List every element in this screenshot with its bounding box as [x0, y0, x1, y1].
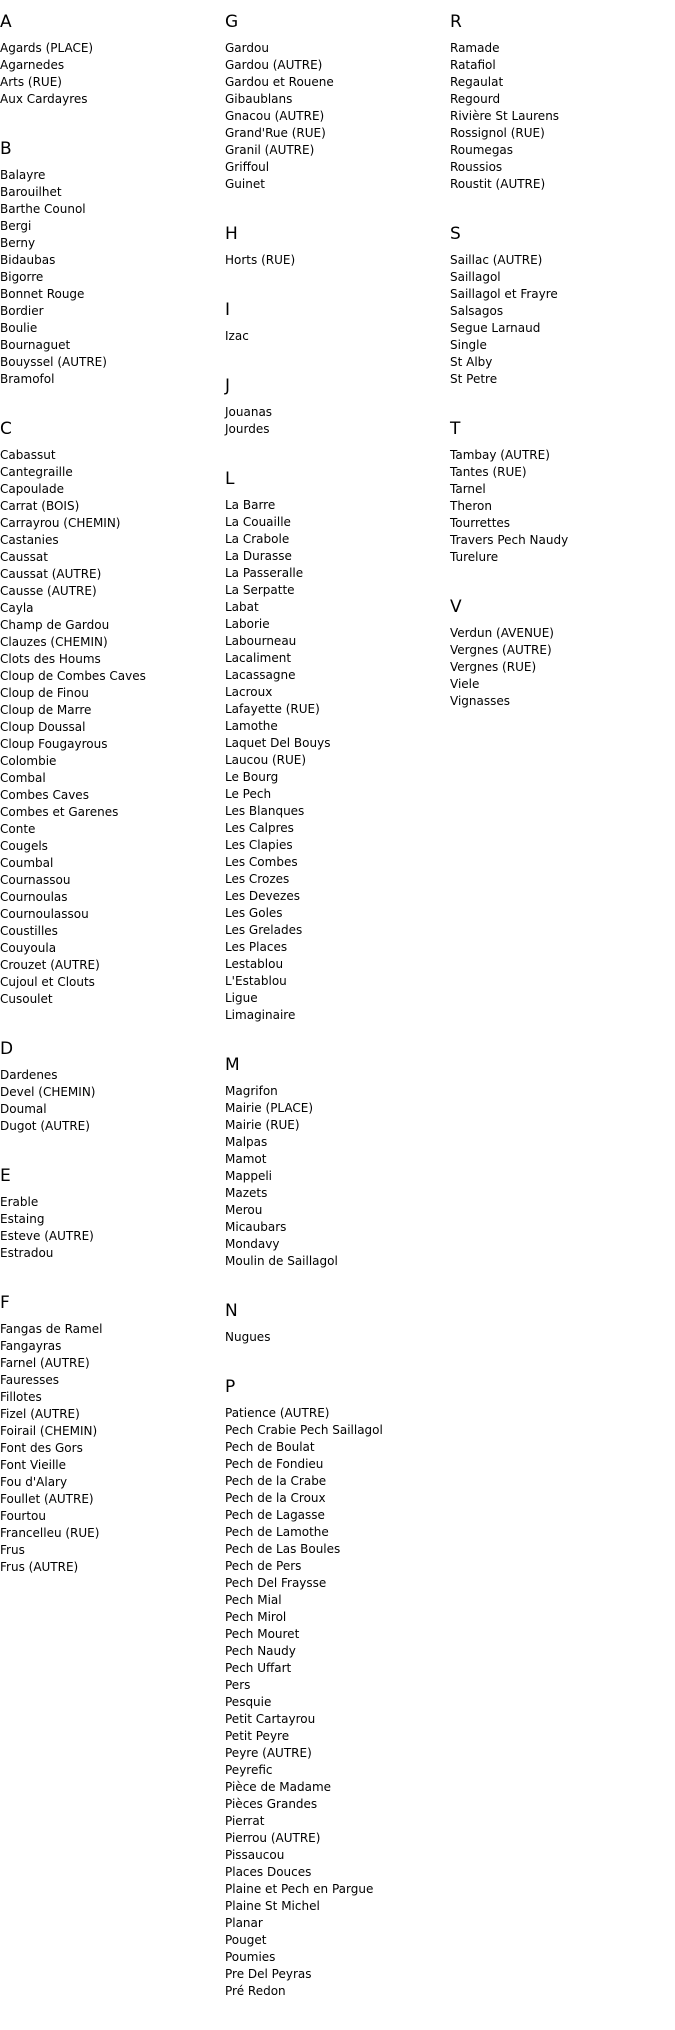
street-link[interactable]: Gardou et Rouene	[225, 75, 334, 89]
letter-heading: E	[0, 1166, 11, 1186]
letter-heading: I	[225, 300, 231, 320]
street-link[interactable]: Castanies	[0, 533, 59, 547]
street-link[interactable]: Les Grelades	[225, 923, 303, 937]
letter-group-n	[225, 1300, 445, 1346]
street-list	[450, 447, 670, 566]
street-link[interactable]: Les Combes	[225, 855, 298, 869]
street-link[interactable]: Mappeli	[225, 1169, 272, 1183]
street-link[interactable]: Limaginaire	[225, 1008, 296, 1022]
letter-group-p	[225, 1376, 445, 2000]
street-link[interactable]: Pré Redon	[225, 1984, 286, 1998]
street-link[interactable]: Peyre (AUTRE)	[225, 1746, 312, 1760]
letter-group-v	[450, 596, 670, 710]
street-list	[0, 1321, 220, 1576]
street-link[interactable]: Places Douces	[225, 1865, 312, 1879]
street-link[interactable]: La Serpatte	[225, 583, 295, 597]
street-link[interactable]: Bergi	[0, 219, 32, 233]
street-link[interactable]: Couyoula	[0, 941, 57, 955]
street-link[interactable]: Viele	[450, 677, 480, 691]
street-link[interactable]: Cusoulet	[0, 992, 53, 1006]
street-link[interactable]: La Crabole	[225, 532, 290, 546]
street-list	[225, 497, 445, 1024]
street-link[interactable]: Fauresses	[0, 1373, 59, 1387]
street-link[interactable]: Mondavy	[225, 1237, 280, 1251]
index-column-2	[225, 11, 445, 2030]
letter-group-m	[225, 1054, 445, 1270]
street-link[interactable]: Pech de la Crabe	[225, 1474, 327, 1488]
street-link[interactable]: Tambay (AUTRE)	[450, 448, 550, 462]
street-link[interactable]: Petit Cartayrou	[225, 1712, 316, 1726]
street-link[interactable]: Regourd	[450, 92, 501, 106]
street-link[interactable]: Lestablou	[225, 957, 284, 971]
street-link[interactable]: Les Devezes	[225, 889, 300, 903]
street-link[interactable]: Pech de Pers	[225, 1559, 302, 1573]
street-link[interactable]: Cloup de Finou	[0, 686, 89, 700]
street-link[interactable]: Les Calpres	[225, 821, 294, 835]
street-link[interactable]: Lafayette (RUE)	[225, 702, 320, 716]
street-list	[225, 1083, 445, 1270]
street-link[interactable]: Les Crozes	[225, 872, 290, 886]
street-link[interactable]: Verdun (AVENUE)	[450, 626, 554, 640]
street-link[interactable]: Pierrou (AUTRE)	[225, 1831, 321, 1845]
street-link[interactable]: Rivière St Laurens	[450, 109, 560, 123]
street-link[interactable]: Lacaliment	[225, 651, 292, 665]
street-link[interactable]: Fangayras	[0, 1339, 62, 1353]
street-link[interactable]: Les Blanques	[225, 804, 305, 818]
street-link[interactable]: Dugot (AUTRE)	[0, 1119, 90, 1133]
street-link[interactable]: Roustit (AUTRE)	[450, 177, 546, 191]
street-link[interactable]: Bordier	[0, 304, 44, 318]
street-link[interactable]: Pesquie	[225, 1695, 272, 1709]
street-link[interactable]: Petit Peyre	[225, 1729, 290, 1743]
letter-heading: P	[225, 1377, 236, 1397]
street-link[interactable]: Causse (AUTRE)	[0, 584, 97, 598]
street-link[interactable]: Foullet (AUTRE)	[0, 1492, 94, 1506]
street-link[interactable]: Les Goles	[225, 906, 283, 920]
street-link[interactable]: Guinet	[225, 177, 265, 191]
street-link[interactable]: Bidaubas	[0, 253, 56, 267]
street-link[interactable]: Plaine et Pech en Pargue	[225, 1882, 374, 1896]
street-link[interactable]: Bouyssel (AUTRE)	[0, 355, 107, 369]
street-link[interactable]: Ratafiol	[450, 58, 496, 72]
street-link[interactable]: Jouanas	[225, 405, 273, 419]
street-link[interactable]: Cournoulas	[0, 890, 68, 904]
street-link[interactable]: Clauzes (CHEMIN)	[0, 635, 108, 649]
index-column-3	[450, 11, 670, 740]
street-list	[225, 1405, 445, 2000]
street-link[interactable]: Malpas	[225, 1135, 268, 1149]
street-link[interactable]: Pouget	[225, 1933, 267, 1947]
street-link[interactable]: Francelleu (RUE)	[0, 1526, 100, 1540]
street-link[interactable]: Fillotes	[0, 1390, 42, 1404]
street-link[interactable]: Vignasses	[450, 694, 510, 708]
street-link[interactable]: Carrayrou (CHEMIN)	[0, 516, 121, 530]
street-link[interactable]: Dardenes	[0, 1068, 58, 1082]
street-link[interactable]: Cantegraille	[0, 465, 73, 479]
street-link[interactable]: Pech de Lamothe	[225, 1525, 329, 1539]
letter-heading: F	[0, 1293, 10, 1313]
street-link[interactable]: La Passeralle	[225, 566, 304, 580]
street-link[interactable]: Cujoul et Clouts	[0, 975, 95, 989]
street-link[interactable]: Tantes (RUE)	[450, 465, 527, 479]
street-list	[450, 40, 670, 193]
street-link[interactable]: Fangas de Ramel	[0, 1322, 103, 1336]
street-link[interactable]: Turelure	[450, 550, 499, 564]
letter-heading: A	[0, 12, 12, 32]
street-link[interactable]: Coustilles	[0, 924, 58, 938]
street-link[interactable]: Combes Caves	[0, 788, 89, 802]
street-link[interactable]: Laquet Del Bouys	[225, 736, 331, 750]
street-link[interactable]: Mamot	[225, 1152, 267, 1166]
street-link[interactable]: Pech de Boulat	[225, 1440, 315, 1454]
letter-heading: T	[450, 419, 461, 439]
street-link[interactable]: Le Pech	[225, 787, 272, 801]
street-link[interactable]: Single	[450, 338, 487, 352]
street-link[interactable]: Esteve (AUTRE)	[0, 1229, 94, 1243]
letter-heading: B	[0, 139, 12, 159]
street-link[interactable]: L'Establou	[225, 974, 287, 988]
street-list	[450, 252, 670, 388]
street-link[interactable]: Tarnel	[450, 482, 486, 496]
street-list	[0, 40, 220, 108]
street-link[interactable]: Pers	[225, 1678, 251, 1692]
street-link[interactable]: Pech Crabie Pech Saillagol	[225, 1423, 383, 1437]
street-link[interactable]: Pech Mial	[225, 1593, 282, 1607]
letter-heading: N	[225, 1301, 238, 1321]
street-link[interactable]: Fou d'Alary	[0, 1475, 68, 1489]
street-link[interactable]: Cloup de Marre	[0, 703, 92, 717]
street-link[interactable]: Magrifon	[225, 1084, 278, 1098]
street-link[interactable]: La Durasse	[225, 549, 292, 563]
street-link[interactable]: Champ de Gardou	[0, 618, 110, 632]
letter-heading: L	[225, 469, 235, 489]
street-link[interactable]: Doumal	[0, 1102, 47, 1116]
street-link[interactable]: Pech de Las Boules	[225, 1542, 341, 1556]
street-link[interactable]: Pierrat	[225, 1814, 265, 1828]
street-link[interactable]: Grand'Rue (RUE)	[225, 126, 326, 140]
street-list	[450, 625, 670, 710]
street-link[interactable]: Caussat	[0, 550, 48, 564]
street-link[interactable]: St Alby	[450, 355, 493, 369]
street-link[interactable]: Erable	[0, 1195, 39, 1209]
street-link[interactable]: Pech Mouret	[225, 1627, 300, 1641]
street-link[interactable]: Bigorre	[0, 270, 44, 284]
street-link[interactable]: Cloup Doussal	[0, 720, 86, 734]
street-link[interactable]: Plaine St Michel	[225, 1899, 320, 1913]
street-link[interactable]: Cloup de Combes Caves	[0, 669, 146, 683]
letter-heading: S	[450, 224, 461, 244]
street-link[interactable]: Ramade	[450, 41, 500, 55]
street-link[interactable]: Carrat (BOIS)	[0, 499, 80, 513]
street-link[interactable]: Saillagol	[450, 270, 501, 284]
street-link[interactable]: Cournoulassou	[0, 907, 89, 921]
street-link[interactable]: Pech Del Fraysse	[225, 1576, 327, 1590]
index-column-1	[0, 11, 220, 1606]
street-link[interactable]: Estaing	[0, 1212, 45, 1226]
street-link[interactable]: Salsagos	[450, 304, 504, 318]
street-link[interactable]: Agards (PLACE)	[0, 41, 94, 55]
street-link[interactable]: Moulin de Saillagol	[225, 1254, 338, 1268]
street-link[interactable]: Crouzet (AUTRE)	[0, 958, 100, 972]
street-link[interactable]: Balayre	[0, 168, 46, 182]
street-link[interactable]: Vergnes (AUTRE)	[450, 643, 552, 657]
street-link[interactable]: Farnel (AUTRE)	[0, 1356, 90, 1370]
street-link[interactable]: Fourtou	[0, 1509, 47, 1523]
street-link[interactable]: Pissaucou	[225, 1848, 285, 1862]
street-link[interactable]: Pech de Lagasse	[225, 1508, 325, 1522]
street-link[interactable]: Rossignol (RUE)	[450, 126, 545, 140]
letter-group-t	[450, 418, 670, 566]
letter-heading: J	[225, 376, 231, 396]
street-link[interactable]: Regaulat	[450, 75, 504, 89]
letter-group-e	[0, 1165, 220, 1262]
street-link[interactable]: Granil (AUTRE)	[225, 143, 315, 157]
street-link[interactable]: Font Vieille	[0, 1458, 66, 1472]
street-link[interactable]: Roussios	[450, 160, 503, 174]
letter-group-h	[225, 223, 445, 269]
street-link[interactable]: Patience (AUTRE)	[225, 1406, 330, 1420]
street-link[interactable]: Poumies	[225, 1950, 276, 1964]
street-link[interactable]: Berny	[0, 236, 36, 250]
street-link[interactable]: Gardou (AUTRE)	[225, 58, 323, 72]
street-link[interactable]: Micaubars	[225, 1220, 287, 1234]
street-link[interactable]: Gibaublans	[225, 92, 293, 106]
street-list	[0, 167, 220, 388]
street-link[interactable]: La Couaille	[225, 515, 291, 529]
street-link[interactable]: Labat	[225, 600, 259, 614]
street-link[interactable]: Colombie	[0, 754, 57, 768]
street-link[interactable]: Pech de la Croux	[225, 1491, 326, 1505]
street-link[interactable]: Foirail (CHEMIN)	[0, 1424, 98, 1438]
street-link[interactable]: Conte	[0, 822, 36, 836]
street-list	[0, 1194, 220, 1262]
street-link[interactable]: Estradou	[0, 1246, 54, 1260]
street-link[interactable]: Mazets	[225, 1186, 268, 1200]
street-link[interactable]: Pech de Fondieu	[225, 1457, 324, 1471]
street-link[interactable]: Ligue	[225, 991, 258, 1005]
letter-group-b	[0, 138, 220, 388]
street-link[interactable]: Pre Del Peyras	[225, 1967, 312, 1981]
letter-group-a	[0, 11, 220, 108]
street-link[interactable]: Combal	[0, 771, 46, 785]
letter-heading: C	[0, 419, 12, 439]
street-link[interactable]: Coumbal	[0, 856, 54, 870]
street-link[interactable]: Laucou (RUE)	[225, 753, 307, 767]
street-link[interactable]: Mairie (PLACE)	[225, 1101, 314, 1115]
street-link[interactable]: Izac	[225, 329, 249, 343]
street-list	[0, 447, 220, 1008]
street-link[interactable]: Les Clapies	[225, 838, 293, 852]
street-link[interactable]: Griffoul	[225, 160, 270, 174]
street-list	[225, 1329, 445, 1346]
street-link[interactable]: Lacroux	[225, 685, 273, 699]
street-link[interactable]: Horts (RUE)	[225, 253, 296, 267]
street-link[interactable]: Barouilhet	[0, 185, 62, 199]
street-link[interactable]: Roumegas	[450, 143, 514, 157]
street-link[interactable]: Barthe Counol	[0, 202, 86, 216]
street-link[interactable]: Labourneau	[225, 634, 297, 648]
street-link[interactable]: Lamothe	[225, 719, 278, 733]
street-link[interactable]: Agarnedes	[0, 58, 65, 72]
street-link[interactable]: Segue Larnaud	[450, 321, 541, 335]
street-link[interactable]: Devel (CHEMIN)	[0, 1085, 96, 1099]
street-link[interactable]: Peyrefic	[225, 1763, 273, 1777]
letter-group-r	[450, 11, 670, 193]
street-link[interactable]: Aux Cardayres	[0, 92, 88, 106]
street-link[interactable]: Travers Pech Naudy	[450, 533, 569, 547]
street-link[interactable]: Pièce de Madame	[225, 1780, 332, 1794]
street-link[interactable]: Mairie (RUE)	[225, 1118, 300, 1132]
street-link[interactable]: Frus (AUTRE)	[0, 1560, 79, 1574]
street-link[interactable]: Pech Naudy	[225, 1644, 296, 1658]
street-link[interactable]: Frus	[0, 1543, 25, 1557]
street-link[interactable]: Cayla	[0, 601, 34, 615]
street-link[interactable]: Lacassagne	[225, 668, 296, 682]
street-list	[0, 1067, 220, 1135]
street-link[interactable]: Cournassou	[0, 873, 71, 887]
street-link[interactable]: Le Bourg	[225, 770, 279, 784]
street-link[interactable]: Bournaguet	[0, 338, 71, 352]
street-link[interactable]: Saillac (AUTRE)	[450, 253, 543, 267]
street-link[interactable]: Clots des Houms	[0, 652, 101, 666]
letter-group-i	[225, 299, 445, 345]
street-link[interactable]: Cloup Fougayrous	[0, 737, 108, 751]
street-link[interactable]: Capoulade	[0, 482, 64, 496]
street-link[interactable]: Gnacou (AUTRE)	[225, 109, 325, 123]
letter-group-d	[0, 1038, 220, 1135]
letter-group-l	[225, 468, 445, 1024]
street-link[interactable]: La Barre	[225, 498, 276, 512]
letter-heading: M	[225, 1055, 240, 1075]
street-list	[225, 404, 445, 438]
letter-heading: H	[225, 224, 238, 244]
street-link[interactable]: Pech Uffart	[225, 1661, 292, 1675]
letter-group-s	[450, 223, 670, 388]
street-link[interactable]: Planar	[225, 1916, 263, 1930]
street-link[interactable]: Fizel (AUTRE)	[0, 1407, 80, 1421]
street-link[interactable]: Boulie	[0, 321, 38, 335]
street-link[interactable]: Gardou	[225, 41, 269, 55]
street-link[interactable]: Bramofol	[0, 372, 55, 386]
street-link[interactable]: Saillagol et Frayre	[450, 287, 558, 301]
street-link[interactable]: St Petre	[450, 372, 498, 386]
street-link[interactable]: Cabassut	[0, 448, 56, 462]
street-link[interactable]: Caussat (AUTRE)	[0, 567, 102, 581]
street-link[interactable]: Pech Mirol	[225, 1610, 287, 1624]
street-link[interactable]: Nugues	[225, 1330, 271, 1344]
street-list	[225, 40, 445, 193]
street-link[interactable]: Font des Gors	[0, 1441, 83, 1455]
letter-heading: V	[450, 597, 462, 617]
letter-group-g	[225, 11, 445, 193]
street-link[interactable]: Arts (RUE)	[0, 75, 62, 89]
letter-group-f	[0, 1292, 220, 1576]
street-link[interactable]: Cougels	[0, 839, 48, 853]
street-link[interactable]: Merou	[225, 1203, 263, 1217]
street-link[interactable]: Jourdes	[225, 422, 270, 436]
street-link[interactable]: Combes et Garenes	[0, 805, 119, 819]
letter-heading: D	[0, 1039, 14, 1059]
street-list	[225, 328, 445, 345]
letter-heading: G	[225, 12, 239, 32]
street-link[interactable]: Laborie	[225, 617, 270, 631]
letter-group-c	[0, 418, 220, 1008]
street-link[interactable]: Les Places	[225, 940, 288, 954]
street-link[interactable]: Vergnes (RUE)	[450, 660, 537, 674]
street-link[interactable]: Theron	[450, 499, 492, 513]
street-link[interactable]: Pièces Grandes	[225, 1797, 318, 1811]
letter-heading: R	[450, 12, 462, 32]
street-list	[225, 252, 445, 269]
street-link[interactable]: Tourrettes	[450, 516, 511, 530]
letter-group-j	[225, 375, 445, 438]
street-link[interactable]: Bonnet Rouge	[0, 287, 85, 301]
